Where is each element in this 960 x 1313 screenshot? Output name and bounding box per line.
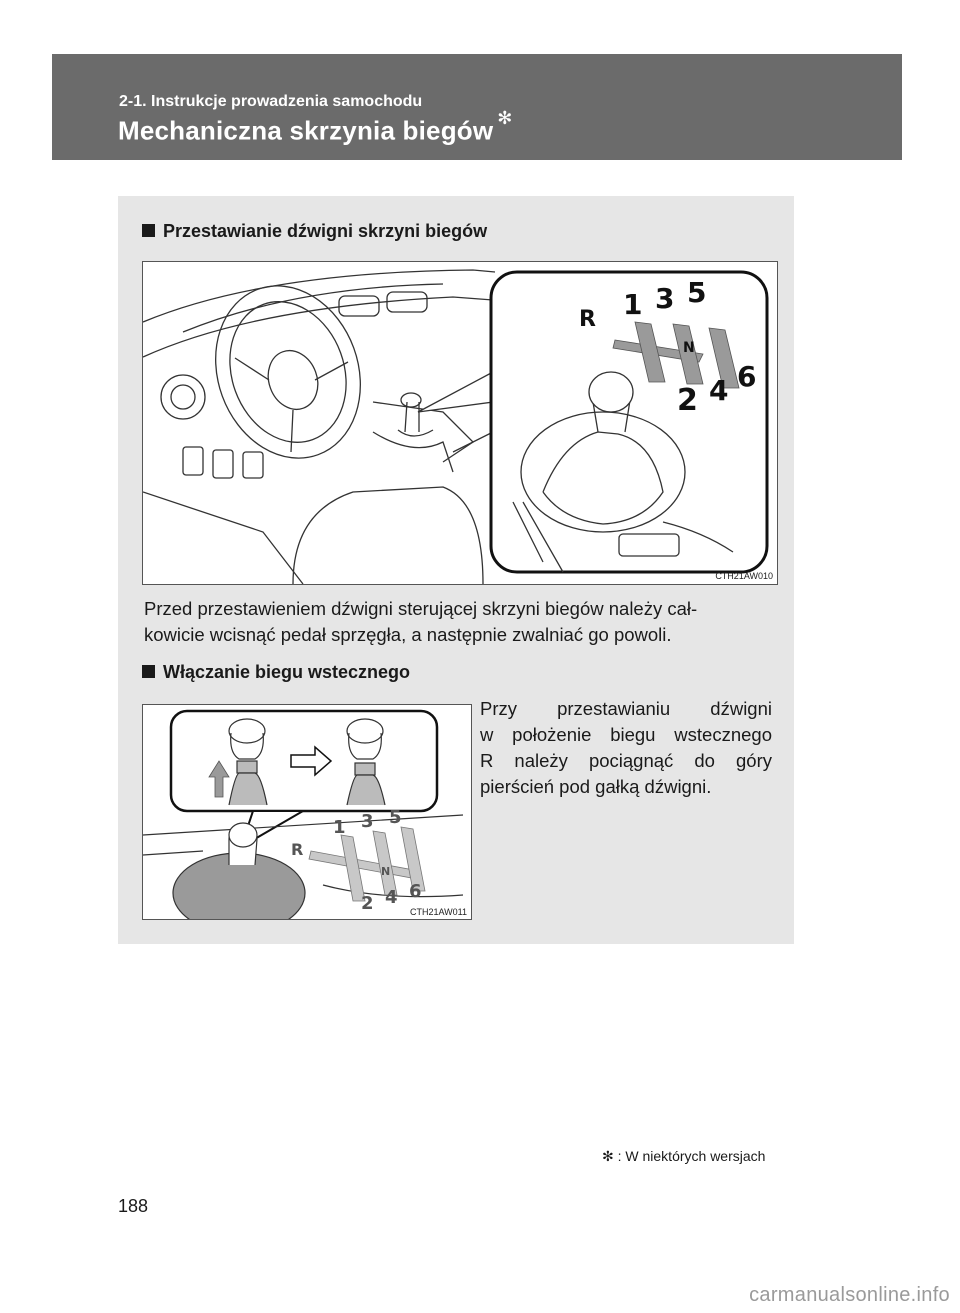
reverse-gear-illustration <box>143 705 471 919</box>
body-text-line: Przed przestawieniem dźwigni sterującej skrzyni biegów należy cał- <box>144 598 698 619</box>
section-label: 2-1. Instrukcje prowadzenia samochodu <box>119 93 423 110</box>
chapter-header <box>52 54 902 160</box>
gear-label: 4 <box>385 887 398 908</box>
side-text-line: Przy przestawianiu dźwigni <box>480 698 772 719</box>
gear-label: 3 <box>361 811 374 832</box>
page-title-text: Mechaniczna skrzynia biegów <box>118 115 494 146</box>
section-heading-reverse <box>142 662 410 683</box>
gear-label: 5 <box>389 807 402 828</box>
gear-label: R <box>291 840 304 859</box>
page-number: 188 <box>118 1196 149 1216</box>
title-asterisk: ✻ <box>497 108 513 128</box>
side-text-line: w położenie biegu wstecznego <box>480 724 772 745</box>
gear-label: 6 <box>737 360 757 393</box>
cockpit-illustration <box>143 262 777 584</box>
page-title <box>118 108 513 147</box>
square-bullet-icon <box>142 665 155 678</box>
section-heading-shifting <box>142 221 487 242</box>
square-bullet-icon <box>142 224 155 237</box>
side-text-line: R należy pociągnąć do góry <box>480 750 772 771</box>
gear-label: 1 <box>623 288 643 321</box>
shifting-instructions <box>144 596 776 648</box>
gear-label: R <box>579 307 596 332</box>
figure-gear-shift <box>142 261 778 585</box>
section-heading-shifting-text: Przestawianie dźwigni skrzyni biegów <box>163 221 488 241</box>
content-panel <box>118 196 794 944</box>
figure-code: CTH21AW011 <box>409 907 467 917</box>
gear-label: 2 <box>361 893 374 914</box>
body-text-line: kowicie wcisnąć pedał sprzęgła, a następnie zwalniać go powoli. <box>144 624 672 645</box>
gear-label: 6 <box>409 881 422 902</box>
gear-label: 1 <box>333 817 346 838</box>
footnote: ✻ : W niektórych wersjach <box>602 1148 766 1164</box>
section-heading-reverse-text: Włączanie biegu wstecznego <box>163 662 411 682</box>
gear-label: 2 <box>677 383 698 418</box>
figure-code: CTH21AW010 <box>715 571 773 581</box>
gear-label: N <box>683 340 695 356</box>
gear-label: 5 <box>687 276 707 309</box>
watermark: carmanualsonline.info <box>749 1284 950 1306</box>
gear-label: N <box>381 865 391 878</box>
figure-reverse-gear <box>142 704 472 920</box>
gear-label: 3 <box>655 282 675 315</box>
reverse-gear-instructions <box>480 696 772 800</box>
gear-label: 4 <box>709 374 729 407</box>
side-text-line: pierścień pod gałką dźwigni. <box>480 776 712 797</box>
